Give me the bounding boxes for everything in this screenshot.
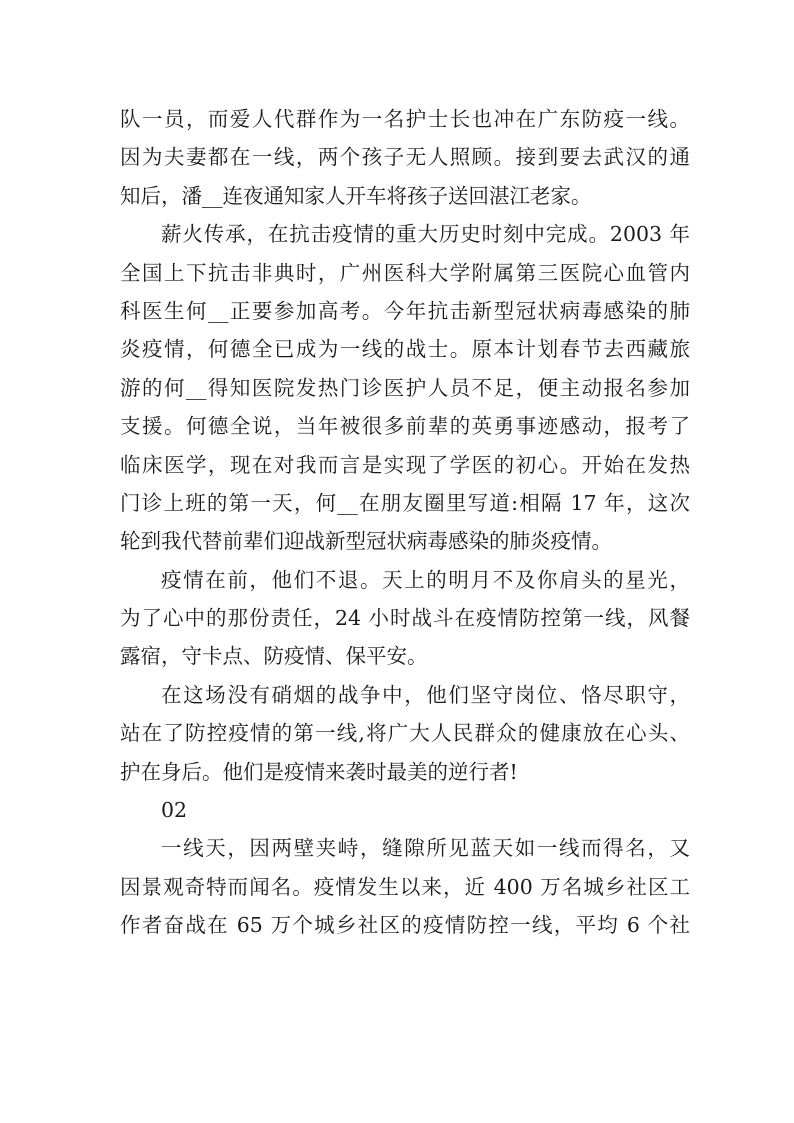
text-line: 护在身后。他们是疫情来袭时最美的逆行者! [120, 759, 518, 784]
text-line: 科医生何__正要参加高考。今年抗击新型冠状病毒感染的肺 [120, 298, 690, 323]
paragraph-first-line: 一线天，因两壁夹峙，缝隙所见蓝天如一线而得名，又 [161, 836, 690, 861]
section-number: 02 [161, 798, 188, 823]
document-body [120, 100, 690, 945]
text-line: 站在了防控疫情的第一线,将广大人民群众的健康放在心头、 [120, 721, 690, 746]
text-line: 全国上下抗击非典时，广州医科大学附属第三医院心血管内 [120, 260, 690, 285]
text-line: 为了心中的那份责任，24 小时战斗在疫情防控第一线，风餐 [120, 606, 690, 631]
text-line: 临床医学，现在对我而言是实现了学医的初心。开始在发热 [120, 452, 690, 477]
text-line: 支援。何德全说，当年被很多前辈的英勇事迹感动，报考了 [120, 414, 690, 439]
paragraph-first-line: 疫情在前，他们不退。天上的明月不及你肩头的星光， [161, 567, 690, 592]
text-line: 队一员，而爱人代群作为一名护士长也冲在广东防疫一线。 [120, 107, 690, 131]
text-line: 露宿，守卡点、防疫情、保平安。 [120, 644, 428, 669]
text-line: 因为夫妻都在一线，两个孩子无人照顾。接到要去武汉的通 [120, 145, 690, 170]
text-line: 轮到我代替前辈们迎战新型冠状病毒感染的肺炎疫情。 [120, 529, 612, 554]
text-line: 知后，潘__连夜通知家人开车将孩子送回湛江老家。 [120, 183, 592, 208]
paragraph-first-line: 薪火传承，在抗击疫情的重大历史时刻中完成。2003 年 [161, 222, 690, 247]
paragraph-first-line: 在这场没有硝烟的战争中，他们坚守岗位、恪尽职守， [161, 682, 690, 707]
text-line: 炎疫情，何德全已成为一线的战士。原本计划春节去西藏旅 [120, 337, 690, 362]
text-line: 作者奋战在 65 万个城乡社区的疫情防控一线，平均 6 个社 [120, 913, 690, 938]
text-line: 门诊上班的第一天，何__在朋友圈里写道:相隔 17 年，这次 [120, 490, 690, 515]
text-line: 因景观奇特而闻名。疫情发生以来，近 400 万名城乡社区工 [120, 874, 690, 899]
text-line: 游的何__得知医院发热门诊医护人员不足，便主动报名参加 [120, 375, 690, 400]
